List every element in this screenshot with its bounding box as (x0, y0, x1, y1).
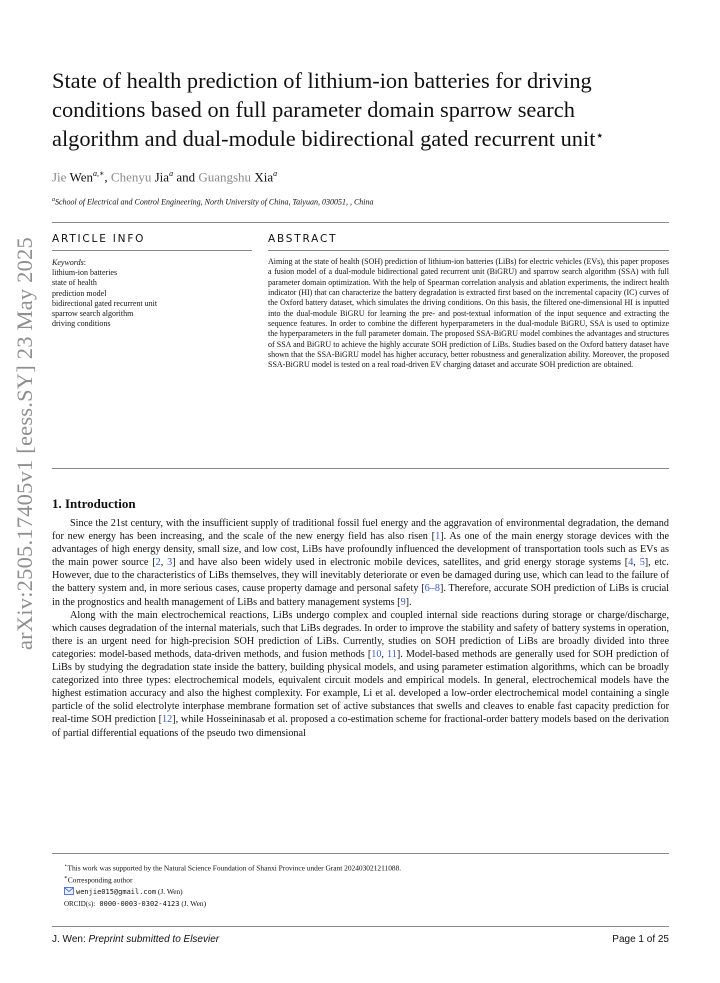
citation-link[interactable]: 4 (628, 557, 634, 569)
keyword: driving conditions (52, 319, 111, 329)
paper-title (52, 66, 652, 153)
corresponding-text: Corresponding author (67, 875, 133, 885)
funding-footnote (64, 861, 401, 873)
author-family-name: Xia (254, 169, 274, 185)
mail-icon (64, 887, 74, 895)
introduction-paragraph-2: Along with the main electrochemical reactions, LiBs undergo complex and coupled internal side reactions during storage or charge/discharge, which causes degradation of the internal materials, such that LiBs degrades. In order to improve the stability and safety of battery systems in operation, there is an urgent need for high-precision SOH prediction of LiBs. Currently, studies on SOH prediction of LiBs are broadly divided into three categories: model-based methods, data-driven methods, and fusion methods [10, 11]. Model-based methods are generally used for SOH prediction of LiBs by studying the degradation state inside the battery, building physical models, and using parameter estimation algorithms, which can be broadly categorized into three types: electrochemical models, equivalent circuit models and empirical models. In general, electrochemical models have the highest estimation accuracy and also the highest complexity. For example, Li et al. developed a low-order electrochemical model containing a single particle of the solid electrolyte interphase membrane formation set of active substances that swells and cleaves to enable fast capacity prediction for real-time SOH prediction [12], while Hosseininasab et al. proposed a co-estimation scheme for fractional-order battery models based on the derivation of partial differential equations of the pseudo two dimensional (52, 609, 670, 739)
keywords-label-text: Keywords (52, 258, 84, 267)
citation-link[interactable]: 9 (400, 596, 406, 608)
keywords-colon: : (83, 258, 86, 267)
funding-text: This work was supported by the Natural Science Foundation of Shanxi Province under Grant 202403021211088. (67, 863, 402, 873)
citation-link[interactable]: 10 (371, 648, 382, 660)
abstract-underline (268, 250, 669, 251)
article-info-heading: ARTICLE INFO (52, 233, 146, 245)
abstract-heading: ABSTRACT (268, 233, 338, 245)
introduction-body (52, 517, 669, 740)
keyword: prediction model (52, 288, 107, 298)
author-separator: , (104, 169, 111, 185)
header-divider (52, 222, 669, 223)
abstract-text: Aiming at the state of health (SOH) prediction of lithium-ion batteries (LiBs) for electric vehicles (EVs), this paper proposes a fusion model of a dual-module bidirectional gated recurrent unit (BiGRU) and sparrow search algorithm (SSA) with full parameter domain optimization. With the help of Spearman correlation analysis and ablation experiments, the indirect health indicator (HI) that can characterize the battery degradation is extracted first based on the incremental capacity (IC) curves of the Oxford battery dataset, which simulates the driving conditions. On this basis, the filtered one-dimensional HI is inputted into the dual-module BiGRU for learning the pre- and post-textual information of the input sequence and extracting the sequence features. In order to combine the different hyperparameters in the dual-module BiGRU, SSA is used to optimize the hyperparameters in the full parameter domain. The proposed SSA-BiGRU model combines the advantages and structures of SSA and BiGRU to achieve the highly accurate SOH prediction of LiBs. Studies based on the Oxford battery dataset have shown that the SSA-BiGRU model has higher accuracy, better robustness and generalization ability. Moreover, the proposed SSA-BiGRU model is tested on a real road-driven EV charging dataset and accurate SOH prediction are obtained. (268, 257, 669, 370)
footer-venue: Preprint submitted to Elsevier (88, 934, 220, 945)
citation-link[interactable]: 1 (435, 531, 441, 543)
citation-link[interactable]: 12 (162, 714, 173, 726)
affiliation (52, 197, 374, 207)
orcid-suffix: (J. Wen) (179, 898, 207, 908)
author-list (52, 166, 277, 185)
footnote-divider (52, 853, 669, 854)
keyword: sparrow search algorithm (52, 309, 134, 319)
affiliation-text: School of Electrical and Control Engineering, North University of China, Taiyuan, 030051, , China (55, 197, 374, 207)
citation-link[interactable]: 11 (387, 648, 397, 660)
keywords-block (52, 258, 252, 329)
footer-left (52, 934, 219, 945)
funding-footnote-marker: ⋆ (64, 863, 68, 869)
keyword: bidirectional gated recurrent unit (52, 298, 158, 308)
keyword: state of health (52, 278, 97, 288)
citation-link[interactable]: 5 (639, 557, 645, 569)
abstract-divider (52, 468, 669, 469)
title-footnote-marker[interactable]: ⋆ (595, 129, 605, 144)
email-link[interactable]: wenjie015@gmail.com (76, 887, 157, 896)
orcid-link[interactable]: 0000-0003-0302-4123 (95, 899, 180, 908)
author-affiliation-marker: a,∗ (92, 169, 105, 178)
author-family-name: Jia (154, 169, 170, 185)
keywords-label (52, 258, 252, 268)
orcid-label: ORCID(s): (64, 899, 96, 908)
page-number: Page 1 of 25 (612, 934, 669, 945)
author-separator: and (173, 169, 199, 185)
author-given-name: Guangshu (198, 169, 255, 185)
author-affiliation-marker: a (169, 169, 174, 178)
corresponding-footnote (64, 873, 401, 885)
citation-link[interactable]: 3 (167, 557, 173, 569)
author-family-name: Wen (69, 169, 93, 185)
citation-link[interactable]: 6–8 (424, 583, 440, 595)
citation-link[interactable]: 2 (155, 557, 161, 569)
author-given-name: Chenyu (110, 169, 155, 185)
article-info-underline (52, 250, 252, 251)
footer-divider (52, 926, 669, 927)
introduction-heading: 1. Introduction (52, 496, 136, 511)
author-affiliation-marker: a (273, 169, 278, 178)
author-given-name: Jie (52, 169, 70, 185)
orcid-footnote (64, 898, 401, 910)
footer-author: J. Wen: (52, 934, 86, 945)
email-suffix: (J. Wen) (156, 886, 183, 896)
email-footnote (64, 886, 401, 898)
affiliation-marker: a (52, 197, 55, 203)
paper-title-text: State of health prediction of lithium-ion batteries for driving conditions based on full parameter domain sparrow search algorithm and dual-module bidirectional gated recurrent unit (52, 68, 596, 151)
footnotes (64, 861, 401, 910)
introduction-paragraph-1: Since the 21st century, with the insufficient supply of traditional fossil fuel energy and the aggravation of environmental degradation, the demand for new energy has been increasing, and the scale of the new energy field has also risen [1]. As one of the main energy storage devices with the advantages of high energy density, small size, and low cost, LiBs have profoundly influenced the development of transportation tools such as EVs as the main power source [2, 3] and have also been widely used in electronic mobile devices, satellites, and grid energy storage systems [4, 5], etc. However, due to the characteristics of LiBs themselves, they will inevitably deteriorate or even be damaged during use, which can lead to the failure of the battery system and, in more serious cases, cause property damage and personal safety [6–8]. Therefore, accurate SOH prediction of LiBs is crucial in the prognostics and health management of LiBs and battery management systems [9]. (52, 518, 670, 608)
corresponding-marker: ∗ (64, 875, 68, 882)
arxiv-identifier: arXiv:2505.17405v1 [eess.SY] 23 May 2025 (12, 237, 37, 650)
keyword: lithium-ion batteries (52, 268, 118, 278)
